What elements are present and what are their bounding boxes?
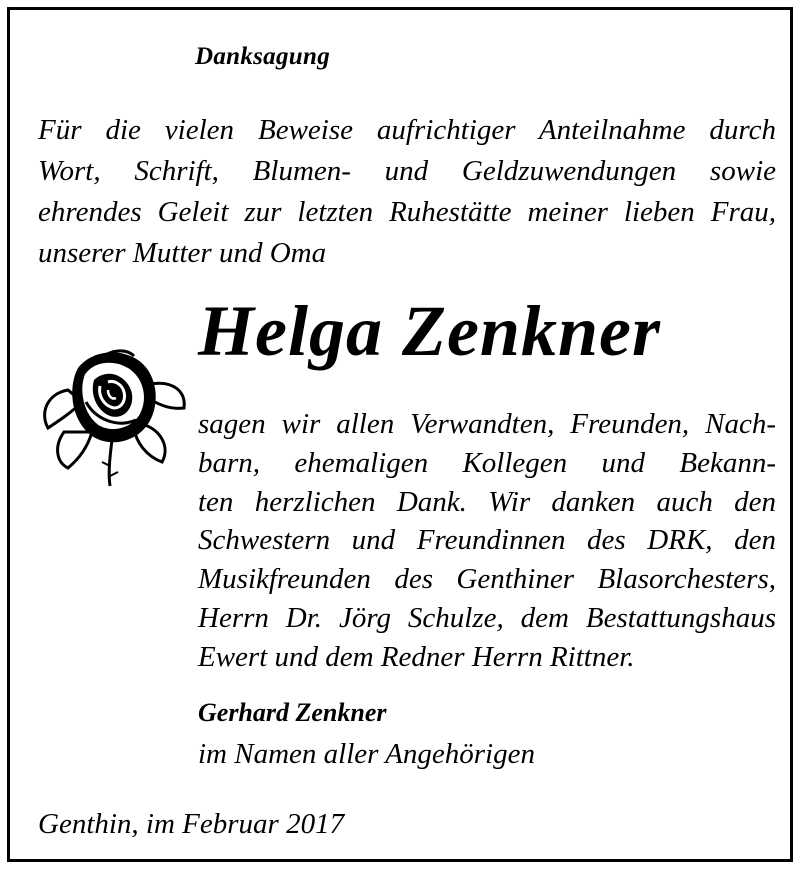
thanks-line: Schwestern und Freundinnen des DRK, den xyxy=(198,524,776,557)
thanks-line: sagen wir allen Verwandten, Freunden, Nach- xyxy=(198,408,776,440)
thanks-line: Musikfreunden des Genthiner Blasorchesters, xyxy=(198,563,776,596)
thanks-line: Herrn Dr. Jörg Schulze, dem Bestattungshaus xyxy=(198,601,776,634)
rose-icon xyxy=(38,328,190,488)
signature-subtitle: im Namen aller Angehörigen xyxy=(198,738,535,770)
thanks-line: ten herzlichen Dank. Wir danken auch den xyxy=(198,485,776,518)
notice-frame xyxy=(7,7,793,862)
intro-line: Wort, Schrift, Blumen- und Geldzuwendungen sowie xyxy=(38,155,776,187)
intro-line: ehrendes Geleit zur letzten Ruhestätte meiner lieben Frau, xyxy=(38,196,776,228)
intro-line: unserer Mutter und Oma xyxy=(38,237,327,269)
thanks-paragraph xyxy=(198,405,776,677)
intro-paragraph xyxy=(38,110,776,274)
notice-heading: Danksagung xyxy=(195,43,330,70)
signature-name: Gerhard Zenkner xyxy=(198,698,387,727)
deceased-name: Helga Zenkner xyxy=(198,291,661,371)
intro-line: Für die vielen Beweise aufrichtiger Anteilnahme durch xyxy=(38,114,776,146)
thanks-line: barn, ehemaligen Kollegen und Bekann- xyxy=(198,446,776,479)
place-date: Genthin, im Februar 2017 xyxy=(38,808,345,840)
thanks-line: Ewert und dem Redner Herrn Rittner. xyxy=(198,640,635,673)
